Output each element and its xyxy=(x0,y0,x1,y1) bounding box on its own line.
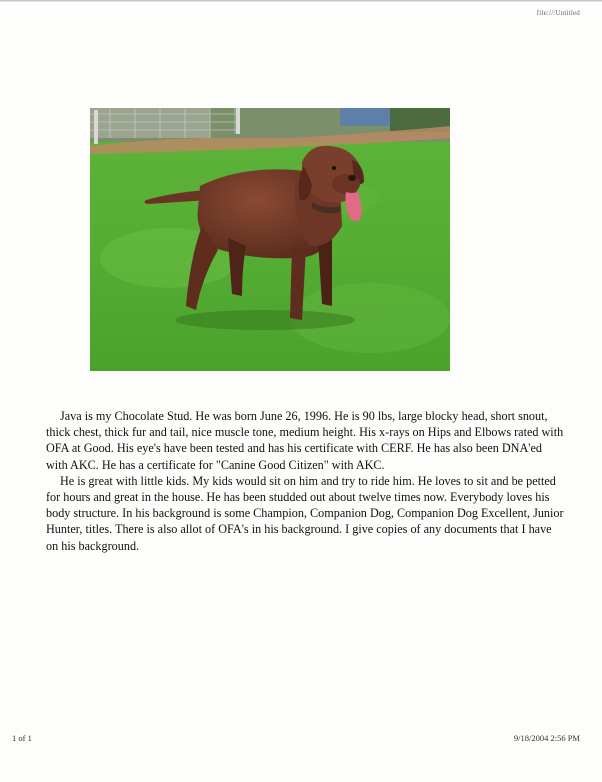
paragraph-2: He is great with little kids. My kids would sit on him and try to ride him. He loves to sit and be petted for hours and great in the house. He has been studded out about twelve times now. Everybody loves his body structure. In his background is some Champion, Companion Dog, Companion Dog Excellent, Junior Hunter, titles. There is also allot of OFA's in his background. I give copies of any documents that I have on his background. xyxy=(46,473,564,553)
scan-edge xyxy=(0,0,602,2)
paragraph-1: Java is my Chocolate Stud. He was born June 26, 1996. He is 90 lbs, large blocky head, short snout, thick chest, thick fur and tail, nice muscle tone, medium height. His x-rays on Hips and Elbows rated with OFA at Good. His eye's have been tested and has his certificate with CERF. He has also been DNA'ed with AKC. He has a certificate for "Canine Good Citizen" with AKC. xyxy=(46,409,564,472)
print-datetime: 9/18/2004 2:56 PM xyxy=(513,733,580,743)
dog-photo-image xyxy=(90,108,450,371)
page-count: 1 of 1 xyxy=(12,733,32,743)
dog-photo xyxy=(90,108,450,371)
body-text xyxy=(46,408,566,554)
header-url: file:///Untitled xyxy=(536,9,580,17)
